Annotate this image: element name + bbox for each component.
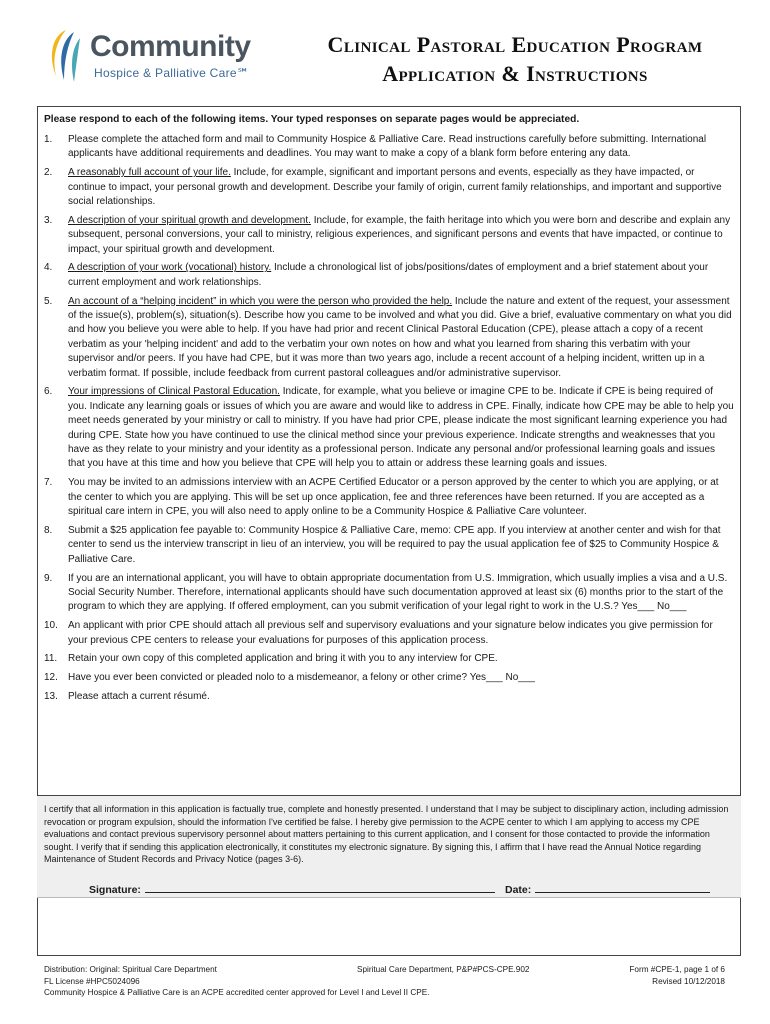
signature-field[interactable] <box>89 882 495 896</box>
item-text: Include a chronological list of jobs/positions/dates of employment and a brief statement about your current employment and work relationships. <box>68 262 709 288</box>
list-item <box>44 385 734 471</box>
footer-middle <box>357 964 577 976</box>
item-number: 4. <box>44 262 53 274</box>
title-line-1: Clinical Pastoral Education Program <box>327 32 703 57</box>
list-item <box>44 133 734 162</box>
item-number: 6. <box>44 386 53 398</box>
instructions-list <box>44 133 734 709</box>
list-item <box>44 652 734 666</box>
list-item <box>44 261 734 290</box>
date-line[interactable] <box>535 882 710 893</box>
certification-section <box>37 795 741 898</box>
footer-left <box>44 964 430 999</box>
signature-label: Signature: <box>89 884 141 896</box>
item-heading: An account of a “helping incident” in which you were the person who provided the help. <box>68 295 453 307</box>
date-label: Date: <box>505 884 532 896</box>
page-title <box>280 30 750 88</box>
list-item <box>44 476 734 519</box>
item-text: Include the nature and extent of the request, your assessment of the issue(s), problem(s), situation(s). Describe how you came to be involved and what you did. Give a brief, evaluative commentary on what you did and how you believe you were able to help. If you have had prior and recent Clinical Pastoral Education (CPE), please attach a copy of a recent verbatim as your 'helping incident' and add to the verbatim your own notes on how and what you learned from sharing this verbatim with your supervisor and/or peers. If you have had CPE, but it was more than two years ago, include a recent account of a helping incident, written up in a verbatim format. If possible, include feedback from current pastoral colleagues and/or administrative supervisor. <box>68 295 732 379</box>
item-number: 9. <box>44 572 53 584</box>
item-text: Include, for example, the faith heritage into which you were born and describe and explain any subsequent, personal conversions, your call to ministry, religious experiences, and significant persons and events that have impacted, or continue to impact, your spiritual growth and development. <box>68 214 731 255</box>
list-item <box>44 214 734 257</box>
intro-text: Please respond to each of the following items. Your typed responses on separate pages would be appreciated. <box>44 114 580 125</box>
logo-swirl-icon <box>44 26 88 86</box>
item-text: If you are an international applicant, you will have to obtain appropriate documentation from U.S. Immigration, which usually implies a visa and a U.S. Social Security Number. Therefore, international applicants should have such documentation approved at least six (6) months prior to the start of the program to which they are applying. If offered employment, can you submit verification of your legal right to work in the U.S.? Yes___ No___ <box>68 572 728 613</box>
list-item <box>44 572 734 615</box>
footer-accredited: Community Hospice & Palliative Care is an ACPE accredited center approved for Level I and Level II CPE. <box>44 988 430 997</box>
item-heading: A reasonably full account of your life. <box>68 167 231 179</box>
footer-department: Spiritual Care Department, P&P#PCS-CPE.902 <box>357 965 530 974</box>
logo-subtitle: Hospice & Palliative Care℠ <box>94 66 250 80</box>
list-item <box>44 295 734 381</box>
community-hospice-logo <box>44 26 274 86</box>
footer-revised: Revised 10/12/2018 <box>652 976 725 986</box>
footer-distribution: Distribution: Original: Spiritual Care Department <box>44 965 217 974</box>
list-item <box>44 166 734 209</box>
item-number: 13. <box>44 690 58 702</box>
footer-license: FL License #HPC5024096 <box>44 976 140 986</box>
item-number: 2. <box>44 167 53 179</box>
certification-text: I certify that all information in this application is factually true, complete and honestly presented. I understand that I may be subject to disciplinary action, including admission revocation or program expulsion, should the information I've certified be false. I hereby give permission to the ACPE center to which I am applying to access my CPE evaluations and contact previous supervisory personnel about matters pertaining to this current application, and I consent for those contacted to provide the information sought. I verify that if sending this application electronically, it constitutes my electronic signature. By signing this, I affirm that I have read the Annual Notice regarding Maintenance of Student Records and Privacy Notice (pages 3-6). <box>44 804 729 865</box>
item-number: 8. <box>44 524 53 536</box>
footer-right <box>560 964 725 987</box>
list-item <box>44 671 734 685</box>
item-number: 5. <box>44 295 53 307</box>
logo-wordmark: Community <box>90 30 251 63</box>
item-number: 3. <box>44 214 53 226</box>
item-text: Retain your own copy of this completed application and bring it with you to any interview for CPE. <box>68 653 498 665</box>
item-number: 10. <box>44 620 58 632</box>
list-item <box>44 690 734 704</box>
item-number: 12. <box>44 672 58 684</box>
list-item <box>44 524 734 567</box>
item-heading: Your impressions of Clinical Pastoral Education. <box>68 386 280 398</box>
item-number: 7. <box>44 477 53 489</box>
item-number: 1. <box>44 134 53 145</box>
item-text: Indicate, for example, what you believe or imagine CPE to be. Indicate if CPE is being required of you. Indicate any learning goals or issues of which you are aware and would like to address in CPE. Finally, indicate how CPE may be able to help you meet needs generated by your ministry or call to ministry. If you have had prior CPE, please indicate the most significant learning experience you had during CPE. State how you have continued to use the clinical method since your previous experience. Indicate strengths and weaknesses that you have as they relate to your ministry and your identity as a professional person. Indicate any personal and/or professional learning goals and issues that you have at this time and how you believe that CPE will help you to attain or address these learning goals and issues. <box>68 386 734 470</box>
item-text: Include, for example, significant and important persons and events, especially as they have impacted, or continue to impact, your personal growth and development. Describe your family of origin, current family relationships, and important and supportive social relationships. <box>68 167 722 208</box>
item-text: Submit a $25 application fee payable to: Community Hospice & Palliative Care, memo: CPE app. If you interview at another center and wish for that center to send us the interview transcript in lieu of an interview, you will be required to pay the usual application fee of $25 to Community Hospice & Palliative Care. <box>68 524 721 565</box>
item-number: 11. <box>44 653 58 665</box>
list-item <box>44 619 734 648</box>
signature-line[interactable] <box>145 882 495 893</box>
item-heading: A description of your work (vocational) history. <box>68 262 272 274</box>
footer-form-number: Form #CPE-1, page 1 of 6 <box>629 965 725 974</box>
item-text: You may be invited to an admissions interview with an ACPE Certified Educator or a person approved by the center to which you are applying, or at the center to which you are applying. This will be set up once application, fee and three references have been returned. If you are accepted as a spiritual care intern in CPE, you will also need to apply online to be a Community Hospice & Palliative Care volunteer. <box>68 477 719 518</box>
item-heading: A description of your spiritual growth and development. <box>68 214 311 226</box>
item-text: An applicant with prior CPE should attach all previous self and supervisory evaluations and your signature below indicates you give permission for your previous CPE centers to release your evaluations for purposes of this application process. <box>68 620 713 646</box>
item-text: Have you ever been convicted or pleaded nolo to a misdemeanor, a felony or other crime? Yes___ No___ <box>68 672 535 684</box>
title-line-2: Application & Instructions <box>382 61 648 86</box>
item-text: Please attach a current résumé. <box>68 690 210 702</box>
item-text: Please complete the attached form and mail to Community Hospice & Palliative Care. Read instructions carefully before submitting. International applicants have additional requirements and deadlines. You may want to make a copy of a blank form before entering any data. <box>68 134 707 160</box>
date-field[interactable] <box>505 882 710 896</box>
